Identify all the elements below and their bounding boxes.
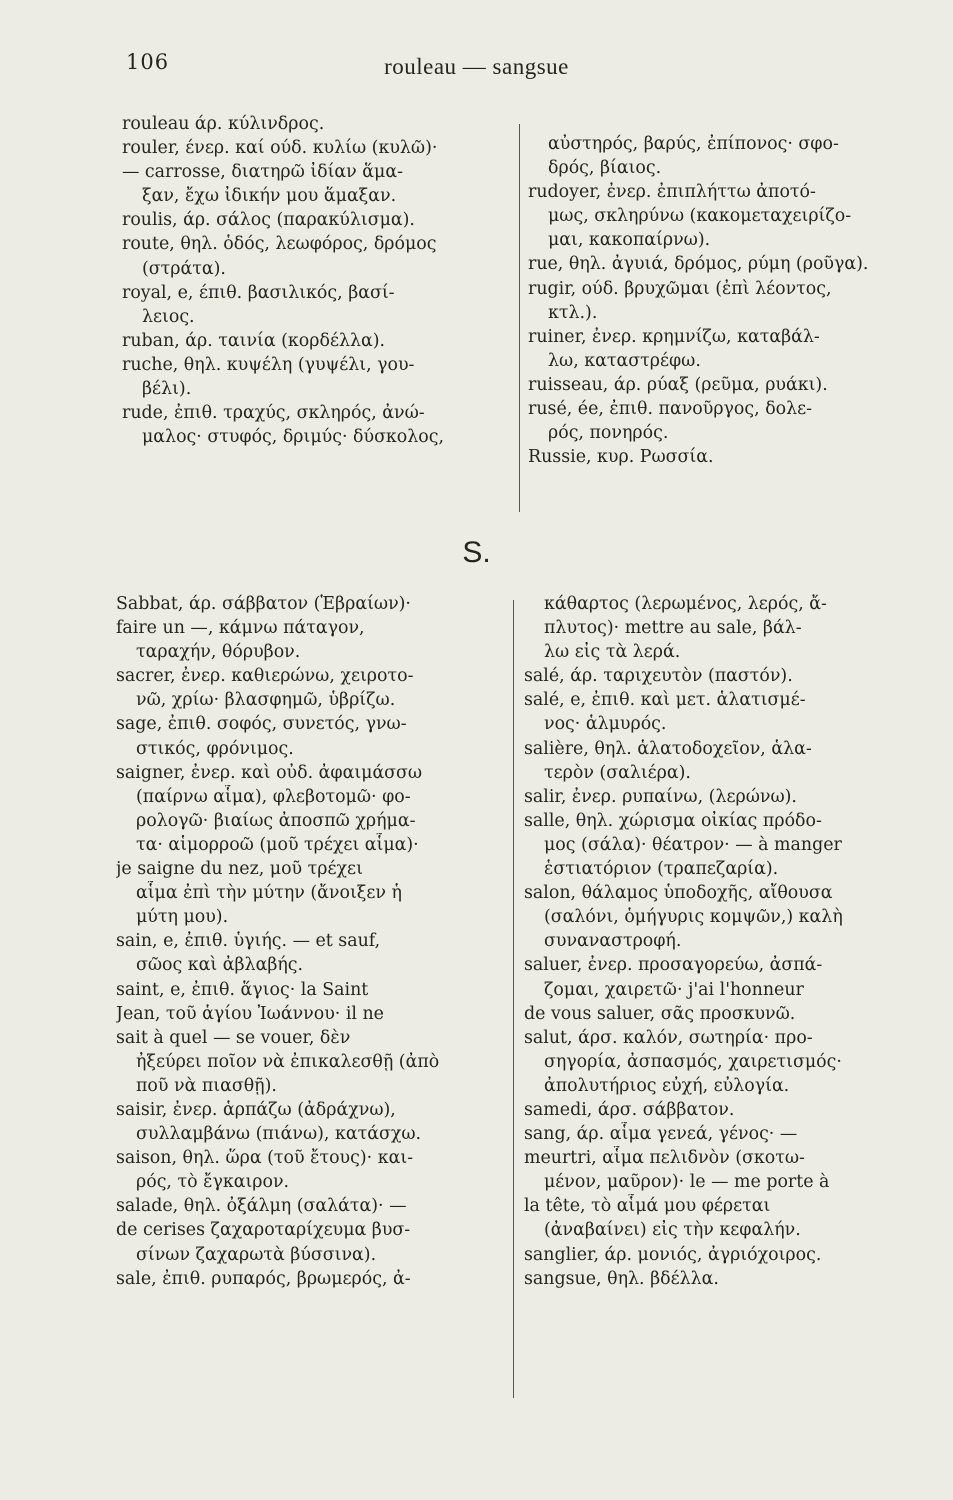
entry-line: ζομαι, χαιρετῶ· j'ai l'honneur bbox=[544, 979, 804, 1000]
entry-line: salut, άρσ. καλόν, σωτηρία· προ- bbox=[524, 1027, 813, 1048]
entry-line: δρός, βίαιος. bbox=[548, 158, 662, 179]
entry-line: Russie, κυρ. Ρωσσία. bbox=[528, 447, 714, 468]
entry-line: de cerises ζαχαροταρίχευμα βυσ- bbox=[116, 1220, 411, 1241]
entry-line: συναναστροφή. bbox=[544, 931, 682, 952]
entry-line: ταραχήν, θόρυβον. bbox=[136, 642, 301, 663]
entry-line: salade, θηλ. ὀξάλμη (σαλάτα)· — bbox=[116, 1196, 407, 1217]
entry-line: στικός, φρόνιμος. bbox=[136, 738, 294, 759]
entry-line: (σαλόνι, ὁμήγυρις κομψῶν,) καλὴ bbox=[544, 907, 843, 928]
entry-line: sale, ἐπιθ. ρυπαρός, βρωμερός, ἀ- bbox=[116, 1268, 411, 1289]
entry-line: μύτη μου). bbox=[136, 907, 229, 928]
entry-line: salière, θηλ. ἁλατοδοχεῖον, ἁλα- bbox=[524, 738, 812, 759]
entry-line: σίνων ζαχαρωτὰ βύσσινα). bbox=[136, 1244, 377, 1265]
section-letter: S. bbox=[462, 536, 491, 569]
entry-line: (ἀναβαίνει) εἰς τὴν κεφαλήν. bbox=[544, 1220, 801, 1241]
entry-line: je saigne du nez, μοῦ τρέχει bbox=[116, 859, 363, 880]
entry-line: Sabbat, άρ. σάββατον (Ἑβραίων)· bbox=[116, 594, 411, 614]
entry-line: αὐστηρός, βαρύς, ἐπίπονος· σφο- bbox=[548, 134, 839, 154]
entry-line: ρός, πονηρός. bbox=[548, 423, 669, 444]
entry-line: sanglier, άρ. μονιός, ἀγριόχοιρος. bbox=[524, 1244, 822, 1265]
entry-line: κάθαρτος (λερωμένος, λερός, ἄ- bbox=[544, 594, 827, 614]
entries-bottom-right bbox=[524, 592, 942, 1291]
entry-line: νος· ἁλμυρός. bbox=[544, 714, 667, 735]
entry-line: μος (σάλα)· θέατρον· — à manger bbox=[544, 834, 842, 855]
entry-line: βέλι). bbox=[142, 379, 192, 400]
running-head: rouleau — sangsue bbox=[384, 54, 569, 79]
entry-line: route, θηλ. ὁδός, λεωφόρος, δρόμος bbox=[122, 234, 437, 255]
entry-line: la tête, τὸ αἷμά μου φέρεται bbox=[524, 1196, 771, 1217]
entries-top-left bbox=[122, 112, 517, 449]
entries-top-right bbox=[528, 132, 940, 469]
entry-line: sang, άρ. αἷμα γενεά, γένος· — bbox=[524, 1124, 798, 1145]
entry-line: τα· αἱμορροῶ (μοῦ τρέχει αἷμα)· bbox=[136, 834, 419, 855]
page-number: 106 bbox=[126, 50, 170, 74]
entry-line: ruiner, ἐνερ. κρημνίζω, καταβάλ- bbox=[528, 326, 820, 347]
entry-line: royal, e, έπιθ. βασιλικός, βασί- bbox=[122, 282, 395, 303]
entry-line: salé, άρ. ταριχευτὸν (παστόν). bbox=[524, 666, 793, 687]
entry-line: rusé, ée, ἐπιθ. πανοῦργος, δολε- bbox=[528, 399, 813, 420]
entry-line: ρός, τὸ ἔγκαιρον. bbox=[136, 1172, 290, 1193]
entry-line: saisir, ἐνερ. ἁρπάζω (ἀδράχνω), bbox=[116, 1099, 396, 1120]
entry-line: rude, ἐπιθ. τραχύς, σκληρός, ἀνώ- bbox=[122, 403, 425, 424]
entry-line: ἀπολυτήριος εὐχή, εὐλογία. bbox=[544, 1075, 790, 1096]
entry-line: ποῦ νὰ πιασθῇ). bbox=[136, 1075, 277, 1096]
entries-bottom-left bbox=[116, 592, 516, 1291]
entry-line: (στράτα). bbox=[142, 258, 226, 279]
entry-line: σῶος καὶ ἀβλαβής. bbox=[136, 955, 304, 976]
entry-line: μένον, μαῦρον)· le — me porte à bbox=[544, 1172, 830, 1193]
entry-line: meurtri, αἷμα πελιδνὸν (σκοτω- bbox=[524, 1148, 805, 1169]
entry-line: λω, καταστρέφω. bbox=[548, 350, 701, 371]
entry-line: πλυτος)· mettre au sale, βάλ- bbox=[544, 618, 802, 639]
entry-line: rudoyer, ἐνερ. ἐπιπλήττω ἀποτό- bbox=[528, 182, 816, 203]
entry-line: salé, e, ἐπιθ. καὶ μετ. ἁλατισμέ- bbox=[524, 690, 806, 711]
entry-line: (παίρνω αἷμα), φλεβοτομῶ· φο- bbox=[136, 786, 411, 807]
entry-line: sain, e, ἐπιθ. ὑγιής. — et sauf, bbox=[116, 931, 381, 952]
entry-line: τερὸν (σαλιέρα). bbox=[544, 762, 691, 783]
entry-line: de vous saluer, σᾶς προσκυνῶ. bbox=[524, 1003, 796, 1024]
entry-line: μαλος· στυφός, δριμύς· δύσκολος, bbox=[142, 427, 445, 448]
entry-line: ruche, θηλ. κυψέλη (γυψέλι, γου- bbox=[122, 354, 415, 375]
entry-line: λειος. bbox=[142, 306, 195, 327]
entry-line: σηγορία, ἀσπασμός, χαιρετισμός· bbox=[544, 1051, 842, 1072]
entry-line: rouler, ένερ. καί ούδ. κυλίω (κυλῶ)· bbox=[122, 138, 438, 159]
entry-line: λω εἰς τὰ λερά. bbox=[544, 642, 681, 663]
entry-line: saluer, ἐνερ. προσαγορεύω, ἀσπά- bbox=[524, 955, 823, 976]
entry-line: faire un —, κάμνω πάταγον, bbox=[116, 618, 365, 639]
entry-line: ξαν, ἔχω ἰδικήν μου ἅμαξαν. bbox=[142, 186, 397, 207]
entry-line: saison, θηλ. ὥρα (τοῦ ἔτους)· και- bbox=[116, 1148, 414, 1169]
entry-line: salon, θάλαμος ὑποδοχῆς, αἴθουσα bbox=[524, 883, 833, 904]
entry-line: rugir, ούδ. βρυχῶμαι (ἐπὶ λέοντος, bbox=[528, 278, 832, 299]
entry-line: roulis, άρ. σάλος (παρακύλισμα). bbox=[122, 210, 415, 231]
column-rule-top bbox=[519, 124, 520, 512]
entry-line: sage, ἐπιθ. σοφός, συνετός, γνω- bbox=[116, 714, 407, 735]
entry-line: Jean, τοῦ ἁγίου Ἰωάννου· il ne bbox=[116, 1003, 384, 1024]
entry-line: συλλαμβάνω (πιάνω), κατάσχω. bbox=[136, 1124, 422, 1145]
entry-line: samedi, άρσ. σάββατον. bbox=[524, 1099, 735, 1120]
entry-line: κτλ.). bbox=[548, 302, 598, 323]
entry-line: μαι, κακοπαίρνω). bbox=[548, 230, 711, 251]
entry-line: sacrer, ἐνερ. καθιερώνω, χειροτο- bbox=[116, 666, 414, 687]
entry-line: ἠξεύρει ποῖον νὰ ἐπικαλεσθῇ (ἀπὸ bbox=[136, 1051, 440, 1072]
entry-line: μως, σκληρύνω (κακομεταχειρίζο- bbox=[548, 206, 852, 227]
entry-line: rouleau άρ. κύλινδρος. bbox=[122, 114, 325, 134]
entry-line: ruban, άρ. ταινία (κορδέλλα). bbox=[122, 330, 386, 351]
entry-line: ἑστιατόριον (τραπεζαρία). bbox=[544, 859, 779, 880]
entry-line: saint, e, ἐπιθ. ἅγιος· la Saint bbox=[116, 979, 369, 1000]
entry-line: sait à quel — se vouer, δὲν bbox=[116, 1027, 351, 1048]
entry-line: ρολογῶ· βιαίως ἀποσπῶ χρήμα- bbox=[136, 810, 416, 831]
entry-line: sangsue, θηλ. βδέλλα. bbox=[524, 1268, 719, 1289]
entry-line: — carrosse, διατηρῶ ἰδίαν ἅμα- bbox=[122, 162, 403, 183]
entry-line: salle, θηλ. χώρισμα οἰκίας πρόδο- bbox=[524, 810, 822, 831]
entry-line: αἷμα ἐπὶ τὴν μύτην (ἄνοιξεν ἡ bbox=[136, 883, 402, 904]
entry-line: rue, θηλ. ἀγυιά, δρόμος, ρύμη (ροῦγα). bbox=[528, 254, 869, 275]
entry-line: salir, ἐνερ. ρυπαίνω, (λερώνω). bbox=[524, 786, 797, 807]
entry-line: νῶ, χρίω· βλασφημῶ, ὑβρίζω. bbox=[136, 690, 396, 711]
entry-line: saigner, ἐνερ. καὶ οὐδ. ἀφαιμάσσω bbox=[116, 762, 423, 783]
entry-line: ruisseau, άρ. ρύαξ (ρεῦμα, ρυάκι). bbox=[528, 374, 828, 395]
